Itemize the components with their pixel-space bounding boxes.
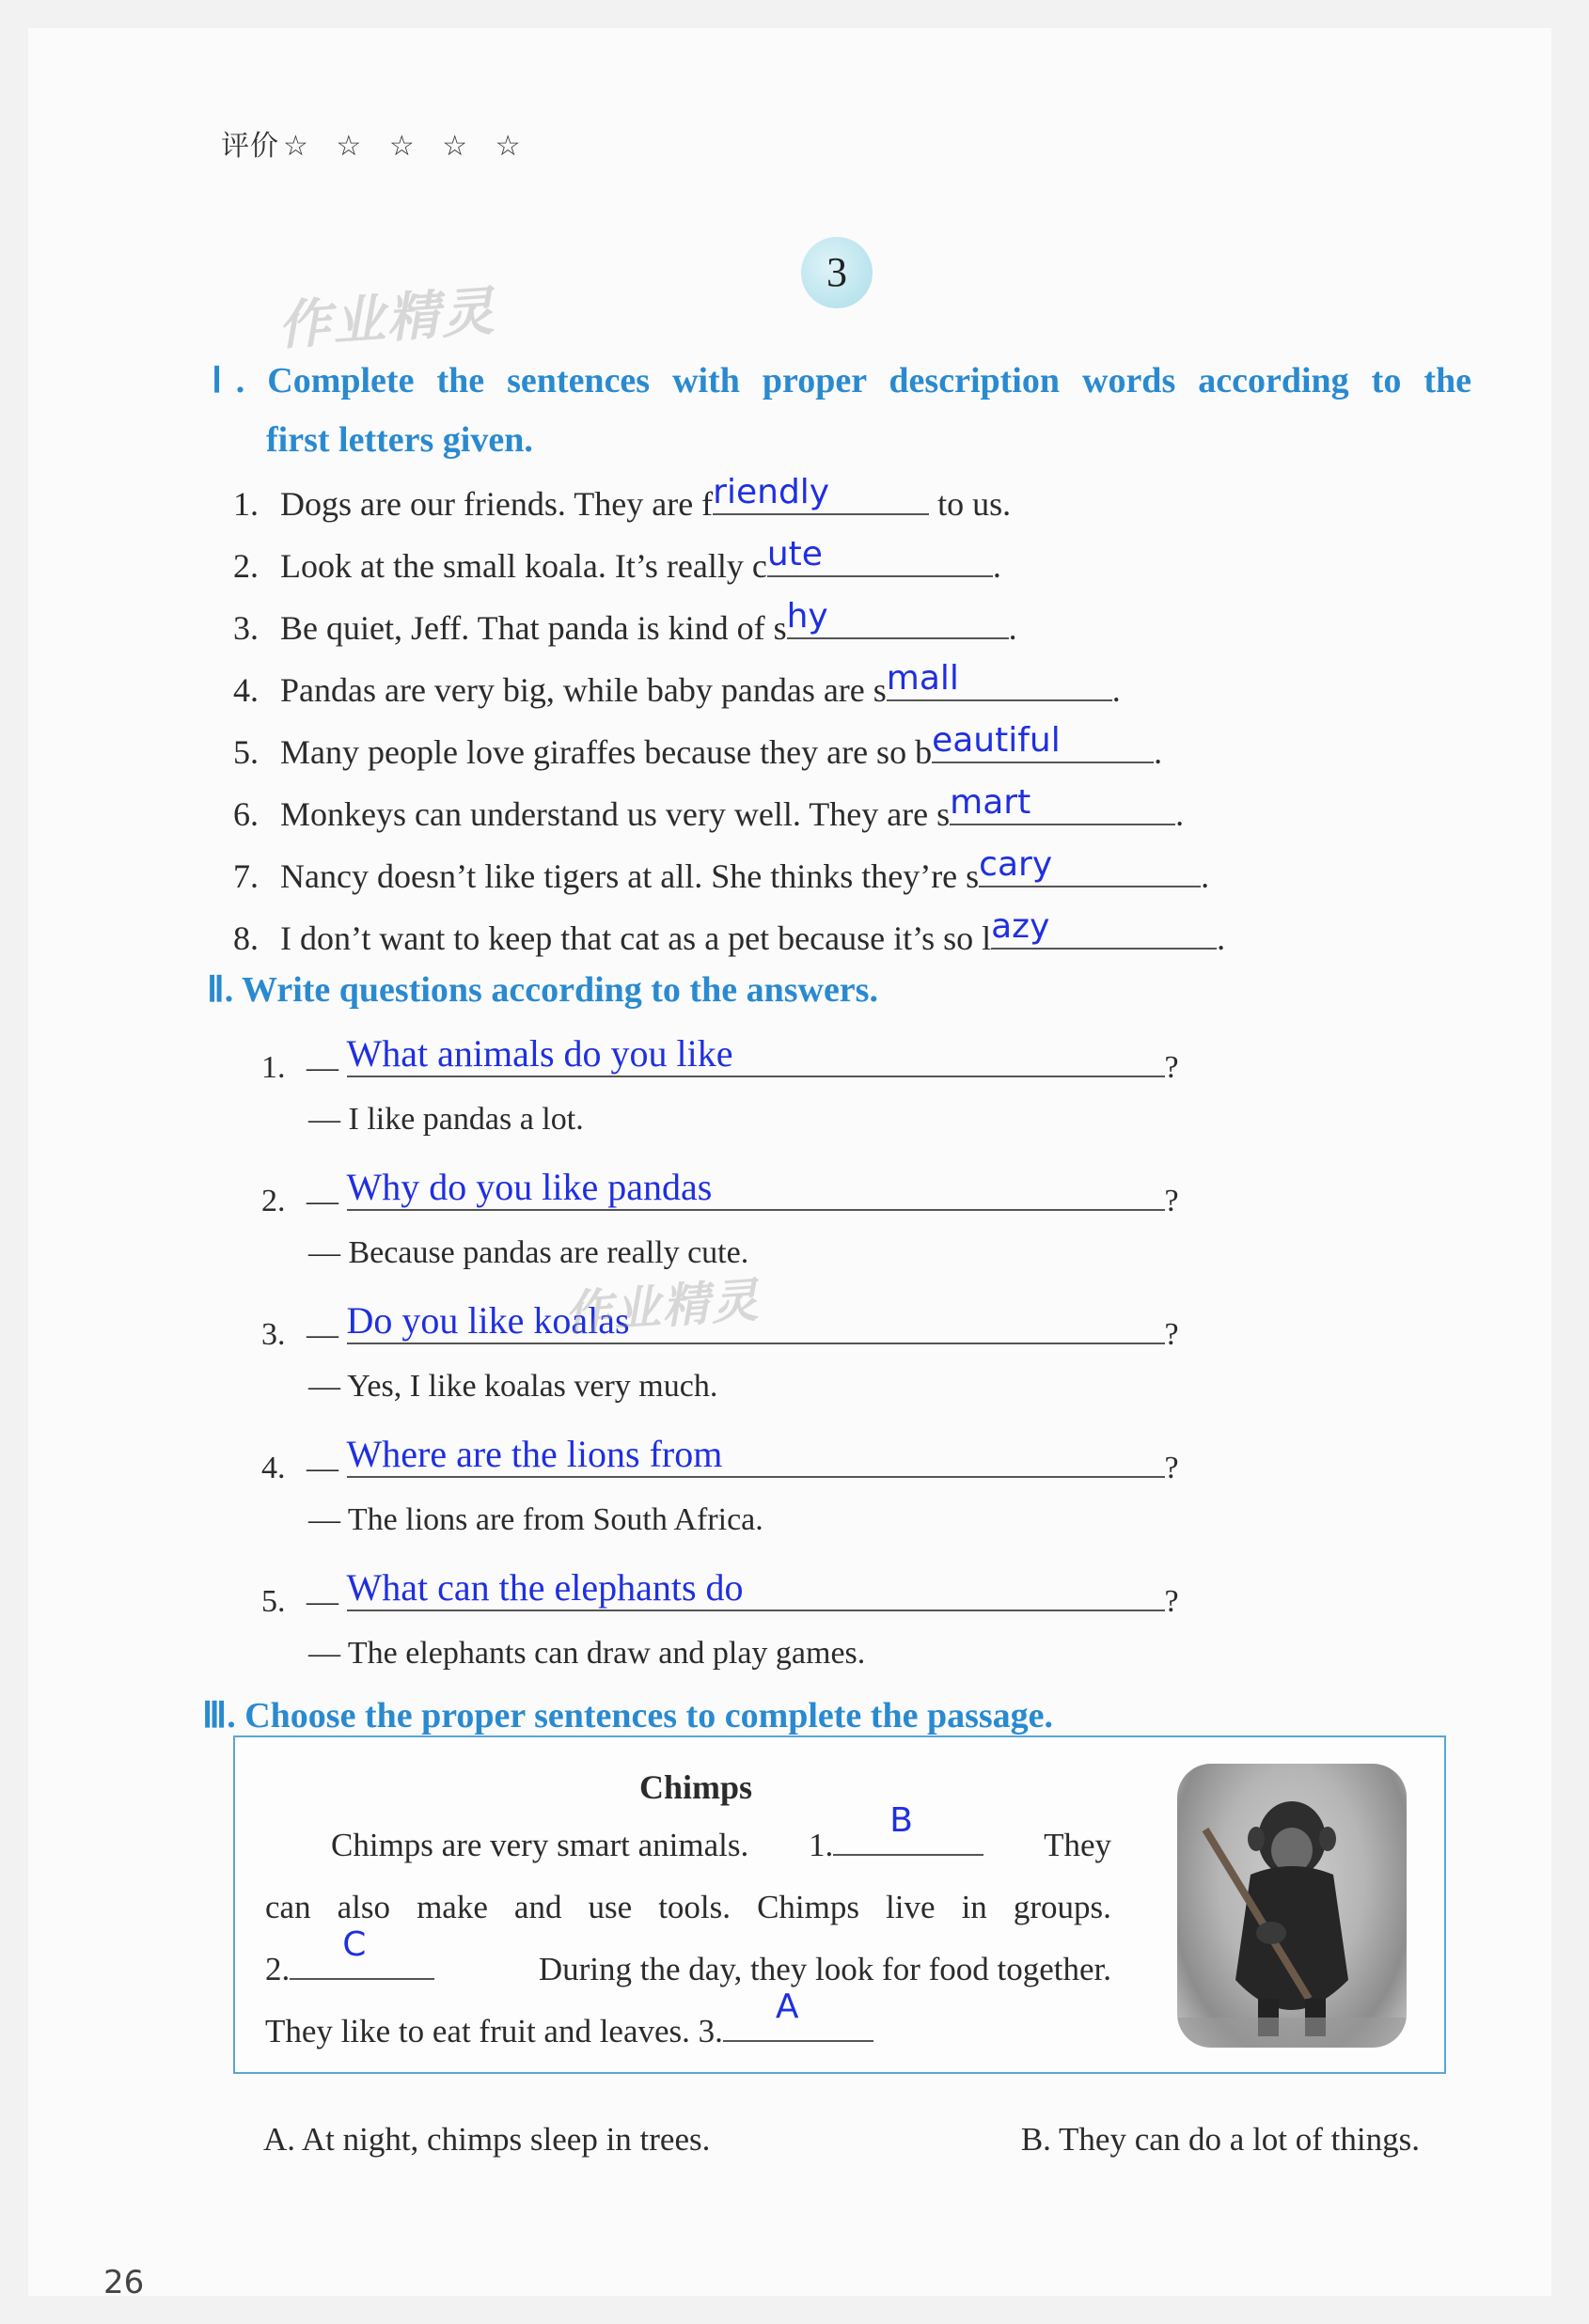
item-number: 7. — [233, 857, 259, 895]
question-mark: ? — [1164, 1584, 1179, 1619]
dash: — — [307, 1584, 338, 1619]
passage-line — [265, 1801, 1111, 1876]
question-mark: ? — [1164, 1451, 1179, 1485]
s1-item-7 — [233, 845, 1210, 896]
handwritten-answer: cary — [979, 845, 1053, 884]
s1-item-1 — [233, 473, 1012, 524]
item-number: 5. — [233, 733, 259, 771]
question-mark: ? — [1164, 1184, 1179, 1218]
handwritten-answer: A — [775, 1987, 799, 2026]
handwritten-answer: Why do you like pandas — [346, 1166, 713, 1208]
item-text-after: to us. — [929, 485, 1012, 523]
item-text-after: . — [992, 547, 1001, 585]
item-number: 2. — [233, 547, 259, 585]
passage-line — [265, 1925, 1111, 2001]
section2-title — [207, 968, 878, 1011]
passage-box — [233, 1735, 1446, 2074]
rating-stars-icon[interactable]: ☆ ☆ ☆ ☆ ☆ — [283, 130, 530, 163]
reply-text: I like pandas a lot. — [348, 1102, 584, 1137]
chimp-icon — [1177, 1764, 1407, 2048]
answer-blank[interactable] — [290, 1925, 434, 1980]
handwritten-answer: mart — [950, 783, 1031, 822]
item-text-after: . — [1217, 919, 1226, 957]
s1-item-3 — [233, 597, 1017, 648]
item-number: 3. — [261, 1317, 286, 1352]
section2-title-text: Write questions according to the answers. — [242, 970, 878, 1010]
word: groups. — [1013, 1889, 1111, 1925]
page-number: 26 — [103, 2264, 145, 2301]
answer-blank[interactable] — [786, 597, 1009, 639]
item-text: Monkeys can understand us very well. They are s — [280, 795, 951, 833]
handwritten-answer: ute — [766, 535, 823, 573]
section1-title-line1 — [212, 359, 1471, 401]
s1-item-6 — [233, 783, 1185, 834]
reply-text: The elephants can draw and play games. — [347, 1636, 866, 1671]
item-number: 2. — [261, 1184, 286, 1218]
item-text: Look at the small koala. It’s really c — [280, 547, 767, 585]
item-text: Pandas are very big, while baby pandas are s — [280, 671, 887, 709]
handwritten-answer: eautiful — [932, 721, 1061, 760]
dash: — — [308, 1369, 340, 1404]
section2-numeral: Ⅱ. — [207, 970, 234, 1010]
answer-blank[interactable] — [346, 1433, 1165, 1478]
handwritten-answer: What animals do you like — [346, 1032, 733, 1075]
s2-question-5 — [261, 1566, 1179, 1620]
passage-text-run: They like to eat fruit and leaves. — [265, 2013, 690, 2049]
section1-numeral: Ⅰ. — [212, 361, 245, 400]
word: in — [961, 1889, 987, 1925]
option-b[interactable] — [1021, 2121, 1420, 2159]
workbook-page — [28, 28, 1551, 2301]
reply-text: Yes, I like koalas very much. — [347, 1369, 718, 1404]
watermark: 作业精灵 — [562, 1272, 763, 1342]
s2-question-4 — [261, 1433, 1179, 1486]
answer-blank[interactable] — [979, 845, 1201, 887]
passage-text-run: They — [1044, 1827, 1111, 1863]
dash: — — [307, 1184, 338, 1218]
item-text-after: . — [1201, 857, 1210, 895]
item-number: 1. — [233, 485, 259, 523]
option-text: At night, chimps sleep in trees. — [301, 2121, 711, 2158]
item-text-after: . — [1175, 795, 1185, 833]
dash: — — [308, 1102, 340, 1137]
dash: — — [308, 1502, 340, 1537]
handwritten-answer: C — [342, 1925, 367, 1964]
item-text: Dogs are our friends. They are f — [280, 485, 714, 523]
reply-text: The lions are from South Africa. — [347, 1502, 763, 1537]
item-number: 4. — [261, 1451, 286, 1485]
watermark: 作业精灵 — [275, 280, 498, 358]
unit-number-badge: 3 — [801, 237, 873, 308]
blank-number: 1. — [809, 1827, 834, 1863]
handwritten-answer: Where are the lions from — [346, 1433, 723, 1475]
answer-blank[interactable] — [950, 783, 1175, 825]
s2-question-2 — [261, 1166, 1179, 1219]
item-text: Be quiet, Jeff. That panda is kind of s — [280, 609, 787, 647]
answer-blank[interactable] — [932, 721, 1154, 763]
item-number: 4. — [233, 671, 259, 709]
section3-title — [202, 1694, 1053, 1736]
options-row — [263, 2121, 1420, 2159]
section1-title-text: Complete the sentences with proper description words according to the — [267, 361, 1472, 400]
handwritten-answer: hy — [786, 597, 828, 636]
answer-blank[interactable] — [766, 535, 993, 577]
word: can — [265, 1889, 311, 1925]
item-number: 1. — [261, 1050, 286, 1085]
answer-blank[interactable] — [346, 1566, 1165, 1611]
option-label: A. — [263, 2121, 296, 2158]
handwritten-answer: What can the elephants do — [346, 1566, 744, 1609]
blank-number: 2. — [265, 1951, 291, 1987]
question-mark: ? — [1164, 1050, 1179, 1085]
passage-line — [265, 1876, 1111, 1939]
s1-item-5 — [233, 721, 1163, 772]
s2-reply-5 — [308, 1636, 865, 1672]
word: use — [588, 1889, 633, 1925]
dash: — — [307, 1050, 338, 1085]
item-number: 6. — [233, 795, 259, 833]
rating-row — [221, 122, 530, 164]
passage-text — [265, 1801, 1111, 2063]
dash: — — [308, 1636, 340, 1671]
handwritten-answer: riendly — [713, 473, 830, 511]
item-text: Many people love giraffes because they are so b — [280, 733, 933, 771]
blank-number: 3. — [698, 2013, 723, 2049]
question-mark: ? — [1164, 1317, 1179, 1352]
item-number: 5. — [261, 1584, 286, 1619]
word: and — [513, 1889, 562, 1925]
s2-reply-3 — [308, 1369, 717, 1405]
passage-text-run: During the day, they look for food together. — [538, 1951, 1111, 1987]
handwritten-answer: B — [889, 1801, 913, 1840]
item-number: 3. — [233, 609, 259, 647]
s1-item-4 — [233, 659, 1121, 710]
answer-blank[interactable] — [833, 1801, 983, 1856]
handwritten-answer: azy — [991, 907, 1050, 946]
section3-numeral: Ⅲ. — [202, 1696, 236, 1735]
word: Chimps — [757, 1889, 859, 1925]
item-text: Nancy doesn’t like tigers at all. She thinks they’re s — [280, 857, 980, 895]
answer-blank[interactable] — [713, 473, 929, 515]
reply-text: Because pandas are really cute. — [348, 1235, 749, 1270]
handwritten-answer: mall — [886, 659, 959, 698]
item-text-after: . — [1111, 671, 1121, 709]
s2-reply-1 — [308, 1102, 584, 1138]
s2-reply-2 — [308, 1235, 748, 1271]
word: make — [417, 1889, 488, 1925]
answer-blank[interactable] — [346, 1166, 1165, 1211]
passage-text-run: Chimps are very smart animals. — [331, 1827, 749, 1863]
handwritten-answer: Do you like koalas — [346, 1299, 630, 1342]
dash: — — [307, 1317, 338, 1352]
option-a[interactable] — [263, 2121, 710, 2159]
answer-blank[interactable] — [991, 907, 1217, 950]
answer-blank[interactable] — [723, 1987, 873, 2042]
word: live — [886, 1889, 936, 1925]
word: also — [337, 1889, 391, 1925]
passage-title: Chimps — [639, 1768, 753, 1806]
dash: — — [308, 1235, 340, 1270]
item-text-after: . — [1008, 609, 1017, 647]
chimp-photo — [1177, 1764, 1407, 2048]
word: tools. — [658, 1889, 732, 1925]
section1-title-line2: first letters given. — [266, 420, 533, 460]
option-label: B. — [1020, 2121, 1051, 2158]
option-text: They can do a lot of things. — [1059, 2121, 1420, 2158]
item-text: I don’t want to keep that cat as a pet because it’s so l — [280, 919, 992, 957]
section3-title-text: Choose the proper sentences to complete the passage. — [244, 1696, 1054, 1735]
item-text-after: . — [1154, 733, 1163, 771]
rating-label: 评价 — [221, 130, 279, 163]
s1-item-2 — [233, 535, 1001, 586]
s2-question-1 — [261, 1032, 1179, 1086]
dash: — — [307, 1451, 338, 1485]
answer-blank[interactable] — [346, 1032, 1165, 1077]
answer-blank[interactable] — [886, 659, 1112, 701]
passage-line — [265, 1987, 1111, 2063]
s2-reply-4 — [308, 1502, 763, 1538]
item-number: 8. — [233, 919, 259, 957]
s1-item-8 — [233, 907, 1226, 958]
